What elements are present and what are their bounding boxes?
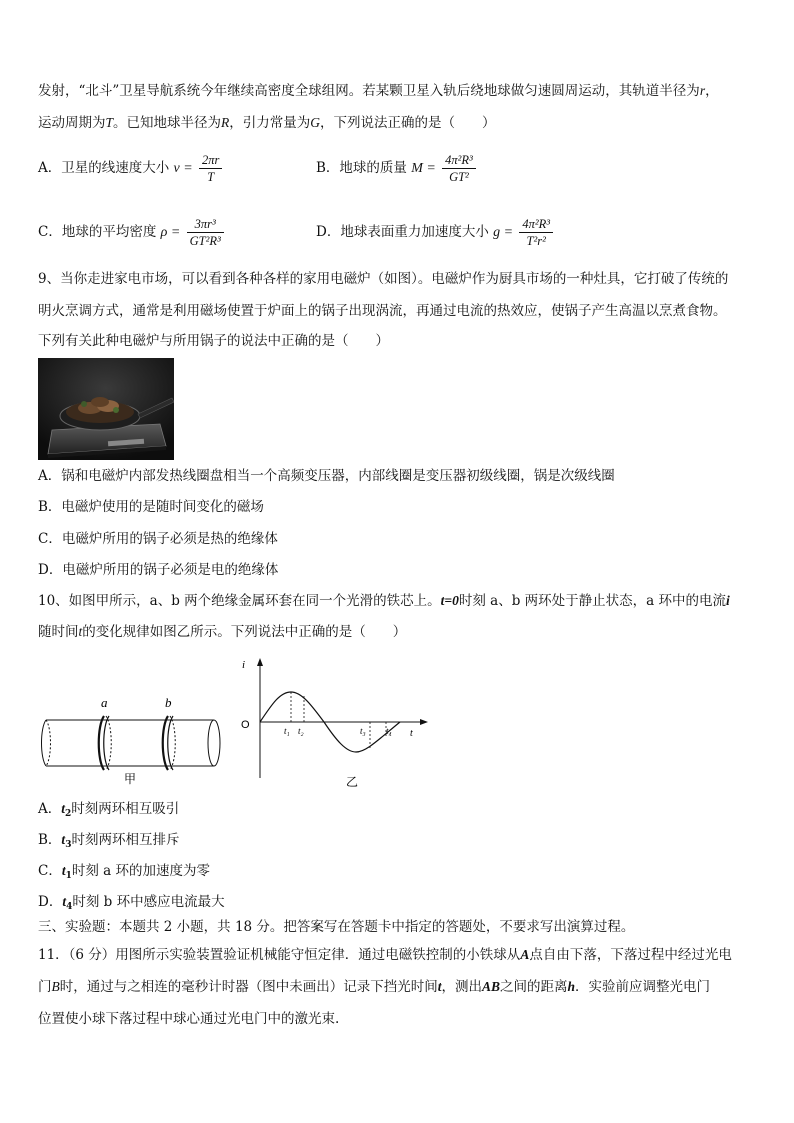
tick-t1: t₁ <box>284 726 290 736</box>
figure-yi-caption: 乙 <box>346 775 359 789</box>
q10-option-d[interactable]: D．$t_4$时刻 b 环中感应电流最大 <box>38 894 225 912</box>
q8-option-a[interactable]: A．卫星的线速度大小 v = $\frac{2\pi r}{T}$ <box>38 152 224 185</box>
q8-stem-line1: 发射，“北斗”卫星导航系统今年继续高密度全球组网。若某颗卫星入轨后绕地球做匀速圆周运动，其轨道半径为r， <box>38 83 719 99</box>
q9-stem-line3: 下列有关此种电磁炉与所用锅子的说法中正确的是（ ） <box>38 333 389 349</box>
q8-option-b[interactable]: B．地球的质量 M = $\frac{\text{4π²R³}}{\text{GT²}}$ <box>316 152 478 185</box>
ring-b-label: b <box>165 695 172 710</box>
q9-option-c[interactable]: C．电磁炉所用的锅子必须是热的绝缘体 <box>38 531 278 547</box>
q9-option-a[interactable]: A．锅和电磁炉内部发热线圈盘相当一个高频变压器，内部线圈是变压器初级线圈，锅是次级线圈 <box>38 468 615 484</box>
q10-stem-line2: 随时间t的变化规律如图乙所示。下列说法中正确的是（ ） <box>38 624 407 640</box>
q11-stem-line3: 位置使小球下落过程中球心通过光电门中的激光束. <box>38 1011 340 1027</box>
figure-yi-graph <box>257 658 428 778</box>
figure-jia-caption: 甲 <box>124 772 137 786</box>
tick-t2: t₂ <box>298 726 304 736</box>
tick-t4: t₄ <box>386 726 392 736</box>
q8-stem-line2: 运动周期为T。已知地球半径为R，引力常量为G，下列说法正确的是（ ） <box>38 115 496 131</box>
section3-heading: 三、实验题：本题共 2 小题，共 18 分。把答案写在答题卡中指定的答题处，不要求写出演算过程。 <box>38 919 635 935</box>
q9-stem-line2: 明火烹调方式，通常是利用磁场使置于炉面上的锅子出现涡流，再通过电流的热效应，使锅子产生高温以烹煮食物。 <box>38 303 727 319</box>
q11-stem-line2: 门B时，通过与之相连的毫秒计时器（图中未画出）记录下挡光时间t，测出AB之间的距离h．实验前应调整光电门 <box>38 979 711 995</box>
ring-a-label: a <box>101 695 108 710</box>
q10-option-a[interactable]: A．$t_2$时刻两环相互吸引 <box>38 801 180 819</box>
q8-option-d[interactable]: D．地球表面重力加速度大小 g = $\frac{\text{4π²R³}}{\text{T²r²}}$ <box>316 216 555 249</box>
q10-stem-line1: 10、如图甲所示，a、b 两个绝缘金属环套在同一个光滑的铁芯上。t=0时刻 a、b 两环处于静止状态，a 环中的电流i <box>38 593 730 609</box>
q9-option-b[interactable]: B．电磁炉使用的是随时间变化的磁场 <box>38 499 264 515</box>
axis-i-label: i <box>242 659 246 671</box>
q9-option-d[interactable]: D．电磁炉所用的锅子必须是电的绝缘体 <box>38 562 279 578</box>
q10-figures <box>0 650 794 800</box>
q9-stem-line1: 9、当你走进家电市场，可以看到各种各样的家用电磁炉（如图）。电磁炉作为厨具市场的一种灶具，它打破了传统的 <box>38 271 729 287</box>
q8-option-c[interactable]: C．地球的平均密度 ρ = $\frac{\text{3πr³}}{\text{GT²R³}}$ <box>38 216 226 249</box>
axis-t-label: t <box>410 728 413 739</box>
origin-label: O <box>241 719 250 731</box>
tick-t3: t₃ <box>360 726 366 736</box>
figure-jia-iron-core <box>42 716 221 770</box>
q10-option-b[interactable]: B．$t_3$时刻两环相互排斥 <box>38 832 180 850</box>
q11-stem-line1: 11．（6 分）用图所示实验装置验证机械能守恒定律．通过电磁铁控制的小铁球从A点自由下落，下落过程中经过光电 <box>38 947 732 963</box>
q10-option-c[interactable]: C．$t_1$时刻 a 环的加速度为零 <box>38 863 211 881</box>
induction-cooker-photo <box>38 358 174 460</box>
